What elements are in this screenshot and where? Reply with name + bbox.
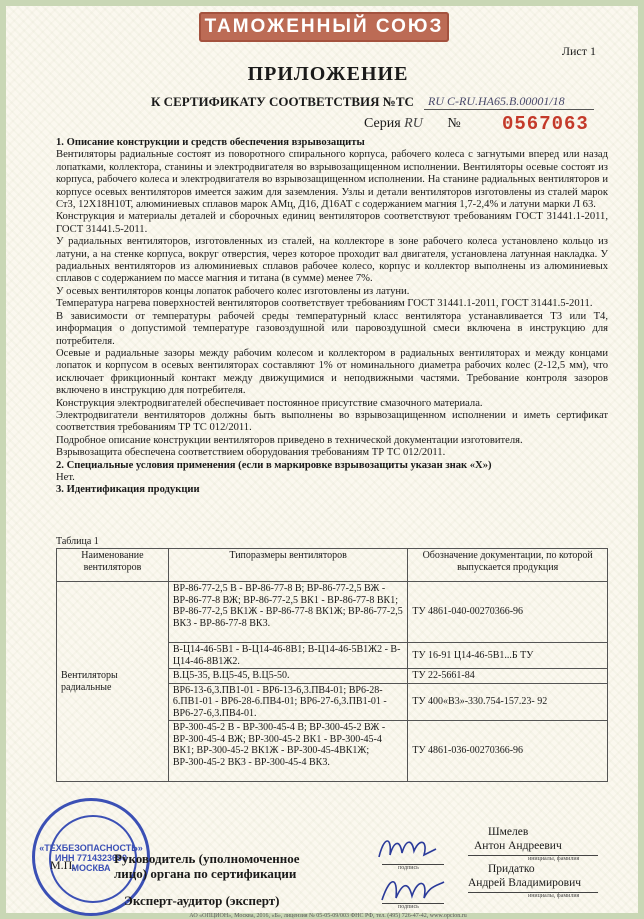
paragraph: Электродвигатели вентиляторов должны быть выполнены во взрывозащищенном исполнении и иметь сертификат соответствия требованиям ТР ТС 012/2011. (56, 409, 608, 434)
series-line (364, 116, 461, 132)
paragraph: Температура нагрева поверхностей вентиляторов соответствует требованиям ГОСТ 31441.1-2011, ГОСТ 31441.5-2011. (56, 298, 593, 310)
paragraph: В зависимости от температуры рабочей среды температурный класс вентилятора устанавливается Т3 или Т4, информация о допустимой температуре газовоздушной или паровоздушной смеси включена в инструкцию для потребителя. (56, 310, 608, 347)
types-cell: В-Ц14-46-5В1 - В-Ц14-46-8В1; В-Ц14-46-5В1Ж2 - В-Ц14-46-8В1Ж2. (168, 643, 407, 669)
head-signature (374, 831, 444, 867)
head-signature-caption: подпись (398, 865, 419, 871)
expert-first-names: Андрей Владимирович (468, 877, 582, 889)
types-cell: В.Ц5-35, В.Ц5-45, В.Ц5-50. (168, 669, 407, 684)
doc-cell: ТУ 16-91 Ц14-46-5В1...Б ТУ (408, 643, 608, 669)
certificate-number-underline (424, 109, 594, 110)
section-heading: 1. Описание конструкции и средств обеспечения взрывозащиты (56, 137, 365, 148)
table-label: Таблица 1 (56, 536, 99, 547)
types-cell: ВР-86-77-2,5 В - ВР-86-77-8 В; ВР-86-77-2,5 ВЖ - ВР-86-77-8 ВЖ; ВР-86-77-2,5 ВК1 - ВР-86-77-8 ВК1; ВР-86-77-2,5 ВК1Ж - ВР-86-77-8 ВК1Ж; ВР-86-77-2,5 ВК3 - ВР-86-77-8 ВК3. (168, 582, 407, 643)
subtitle: К СЕРТИФИКАТУ СООТВЕТСТВИЯ №ТС (151, 94, 414, 109)
product-name-cell: Вентиляторы радиальные (57, 582, 169, 782)
identification-table (56, 548, 608, 782)
expert-name-caption: инициалы, фамилия (528, 893, 580, 899)
table-header: Обозначение документации, по которой выпускается продукция (408, 549, 608, 582)
banner-text: ТАМОЖЕННЫЙ СОЮЗ (204, 16, 444, 37)
section-heading: 3. Идентификация продукции (56, 484, 200, 496)
paragraph: У осевых вентиляторов концы лопаток рабочего колес изготовлены из латуни. (56, 285, 410, 297)
expert-signature-caption: подпись (398, 904, 419, 910)
customs-union-banner (199, 12, 449, 42)
paragraph: Вентиляторы радиальные состоят из поворотного спирального корпуса, рабочего колеса с загнутыми вперед или назад лопатками, коллектора, станины и электродвигателя во взрывозащищенном исполнении. Вентиляторы осевые состоят из корпуса, рабочего колеса и электродвигателя во взрывозащищенном исполнении. На станине радиальных вентиляторов и корпусе осевых вентиляторов имеется зажим для заземления. Узлы и детали вентиляторов изготовлены из сталей марок Ст3, 12Х18Н10Т, алюминиевых сплавов марок АМц, Д16, Д16АТ с содержанием магния 1,7-2,4% и латуни марки Л 63. (56, 149, 608, 211)
printer-footer: АО «ОПЦИОН», Москва, 2016, «Б», лицензия № 05-05-09/003 ФНС РФ, тел. (495) 726-47-42, www.opcion.ru (189, 913, 467, 919)
certificate-number: RU C-RU.HA65.B.00001/18 (428, 94, 565, 108)
description-body (56, 137, 608, 497)
doc-cell: ТУ 400«В3»-330.754-157.23- 92 (408, 683, 608, 721)
head-name-caption: инициалы, фамилия (528, 856, 580, 862)
stamp-place-label: М.П. (50, 858, 76, 872)
table-row (57, 582, 608, 643)
paragraph: Конструкция электродвигателей обеспечивает постоянное присутствие смазочного материала. (56, 397, 483, 409)
series-label: Серия (364, 116, 401, 131)
sheet-number: Лист 1 (561, 44, 596, 58)
doc-cell: ТУ 4861-040-00270366-96 (408, 582, 608, 643)
expert-surname: Придатко (488, 863, 535, 875)
table-header: Типоразмеры вентиляторов (168, 549, 407, 582)
serial-number: 0567063 (502, 113, 589, 135)
doc-cell: ТУ 22-5661-84 (408, 669, 608, 684)
head-of-body-label: Руководитель (уполномоченное лицо) органа по сертификации (114, 851, 300, 881)
paragraph: Подробное описание конструкции вентиляторов приведено в технической документации изготовителя. (56, 434, 523, 446)
expert-label: Эксперт-аудитор (эксперт) (124, 893, 280, 908)
paragraph: Конструкция и материалы деталей и сборочных единиц вентиляторов соответствуют требованиям ГОСТ 31441.1-2011, ГОСТ 31441.5-2011. (56, 211, 608, 235)
section-heading: 2. Специальные условия применения (если в маркировке взрывозащиты указан знак «Х») (56, 459, 492, 471)
head-first-names: Антон Андреевич (474, 840, 562, 852)
paragraph: У радиальных вентиляторов, изготовленных из сталей, на коллекторе в зоне рабочего колеса установлено кольцо из латуни, а на стенке корпуса, вокруг отверстия, через которое проходит вал двигателя, установлена латунная накладка. У радиальных вентиляторов из алюминиевых сплавов рабочее колесо, корпус и коллектор выполнены из алюминиевых сплавов с содержанием по массе магния и титана (в сумме) менее 7%. (56, 236, 608, 285)
types-cell: ВР-300-45-2 В - ВР-300-45-4 В; ВР-300-45-2 ВЖ - ВР-300-45-4 ВЖ; ВР-300-45-2 ВК1 - ВР-300-45-4 ВК1; ВР-300-45-2 ВК1Ж - ВР-300-45-4ВК1Ж; ВР-300-45-2 ВК3 - ВР-300-45-4 ВК3. (168, 721, 407, 782)
stamp-text: «ТЕХБЕЗОПАСНОСТЬ» ИНН 7714323690 МОСКВА (39, 843, 143, 873)
table-header: Наименование вентиляторов (57, 549, 169, 582)
types-cell: ВР6-13-6,3.ПВ1-01 - ВР6-13-6,3.ПВ4-01; ВР6-28-6.ПВ1-01 - ВР6-28-6.ПВ4-01; ВР6-27-6,3.ПВ1-01 - ВР6-27-6,3.ПВ4-01. (168, 683, 407, 721)
doc-cell: ТУ 4861-036-00270366-96 (408, 721, 608, 782)
paragraph: Осевые и радиальные зазоры между рабочим колесом и коллектором в радиальных вентиляторах и между концами лопаток и корпусом в осевых вентиляторах составляют 1% от номинального диаметра рабочих колес (2-12,5 мм), что исключает фрикционный контакт между движущимися и неподвижными частями. Требование контроля зазоров включено в инструкцию для потребителя. (56, 347, 608, 397)
page-title: ПРИЛОЖЕНИЕ (247, 63, 409, 85)
paragraph: Нет. (56, 471, 75, 483)
head-surname: Шмелев (488, 826, 529, 838)
series-value: RU (404, 116, 423, 131)
number-label: № (447, 116, 461, 131)
paragraph: Взрывозащита обеспечена соответствием оборудования требованиям ТР ТС 012/2011. (56, 447, 446, 459)
table-header-row (57, 549, 608, 582)
